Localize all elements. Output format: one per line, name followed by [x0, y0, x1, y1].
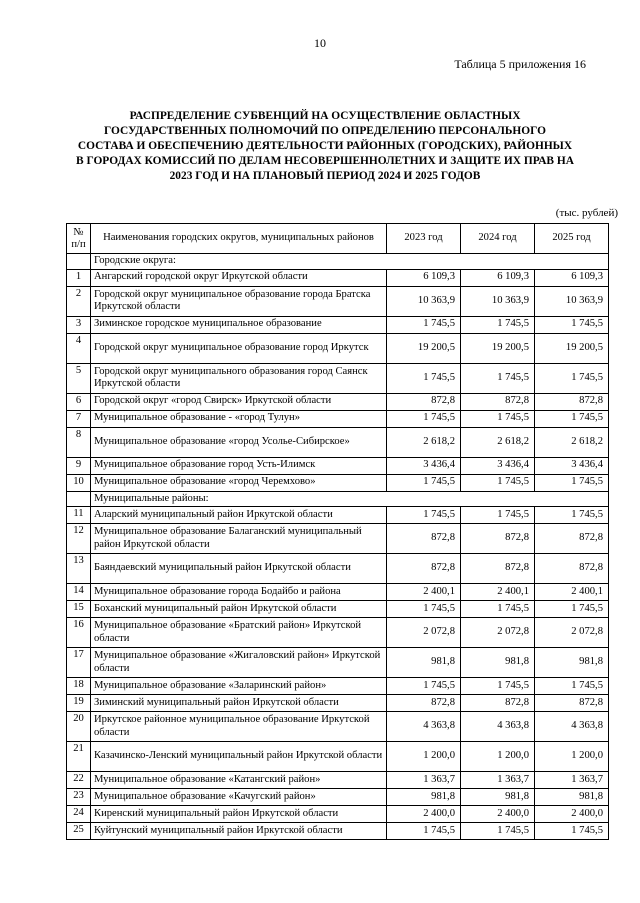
table-section-row — [67, 491, 609, 507]
table-row — [67, 410, 609, 427]
value-2023: 1 200,0 — [387, 742, 461, 772]
value-2024: 1 745,5 — [461, 474, 535, 491]
page-number: 10 — [314, 36, 326, 50]
value-2024: 2 400,1 — [461, 584, 535, 601]
row-name: Муниципальное образование «город Усолье-Сибирское» — [91, 427, 387, 457]
row-name: Киренский муниципальный район Иркутской области — [91, 806, 387, 823]
table-row — [67, 474, 609, 491]
row-name: Муниципальное образование «Заларинский район» — [91, 678, 387, 695]
row-number: 8 — [67, 427, 91, 457]
row-number: 24 — [67, 806, 91, 823]
value-2023: 872,8 — [387, 393, 461, 410]
value-2023: 872,8 — [387, 695, 461, 712]
row-name: Городской округ муниципального образования город Саянск Иркутской области — [91, 363, 387, 393]
row-number: 16 — [67, 618, 91, 648]
table-row — [67, 695, 609, 712]
units-label: (тыс. рублей) — [555, 207, 618, 219]
value-2023: 1 745,5 — [387, 363, 461, 393]
value-2025: 3 436,4 — [535, 457, 609, 474]
value-2023: 1 745,5 — [387, 410, 461, 427]
table-row — [67, 363, 609, 393]
table-row — [67, 806, 609, 823]
row-name: Зиминское городское муниципальное образование — [91, 316, 387, 333]
header-2025: 2025 год — [535, 224, 609, 254]
value-2024: 1 363,7 — [461, 772, 535, 789]
table-row — [67, 524, 609, 554]
header-2024: 2024 год — [461, 224, 535, 254]
value-2024: 1 745,5 — [461, 363, 535, 393]
value-2023: 2 400,0 — [387, 806, 461, 823]
value-2023: 1 363,7 — [387, 772, 461, 789]
row-number: 4 — [67, 333, 91, 363]
title-line: СОСТАВА И ОБЕСПЕЧЕНИЮ ДЕЯТЕЛЬНОСТИ РАЙОННЫХ (ГОРОДСКИХ), РАЙОННЫХ — [77, 140, 573, 152]
row-number: 13 — [67, 554, 91, 584]
table-row — [67, 823, 609, 840]
value-2025: 6 109,3 — [535, 269, 609, 286]
header-number-line1: № — [73, 226, 84, 238]
table-row — [67, 269, 609, 286]
row-name: Зиминский муниципальный район Иркутской области — [91, 695, 387, 712]
value-2025: 1 745,5 — [535, 410, 609, 427]
table-row — [67, 601, 609, 618]
row-name: Городской округ муниципальное образование города Братска Иркутской области — [91, 286, 387, 316]
value-2023: 4 363,8 — [387, 712, 461, 742]
value-2025: 10 363,9 — [535, 286, 609, 316]
value-2023: 2 072,8 — [387, 618, 461, 648]
title-line: ГОСУДАРСТВЕННЫХ ПОЛНОМОЧИЙ ПО ОПРЕДЕЛЕНИЮ ПЕРСОНАЛЬНОГО — [104, 125, 546, 137]
row-number: 20 — [67, 712, 91, 742]
title-line: 2023 ГОД И НА ПЛАНОВЫЙ ПЕРИОД 2024 И 2025 ГОДОВ — [169, 170, 481, 182]
value-2023: 981,8 — [387, 648, 461, 678]
value-2023: 1 745,5 — [387, 601, 461, 618]
row-name: Городской округ муниципальное образование город Иркутск — [91, 333, 387, 363]
row-number: 10 — [67, 474, 91, 491]
row-name: Муниципальное образование «Братский район» Иркутской области — [91, 618, 387, 648]
table-section-row — [67, 254, 609, 270]
value-2024: 2 072,8 — [461, 618, 535, 648]
value-2025: 981,8 — [535, 648, 609, 678]
table-row — [67, 393, 609, 410]
section-number-cell — [67, 254, 91, 270]
row-number: 1 — [67, 269, 91, 286]
value-2023: 1 745,5 — [387, 507, 461, 524]
value-2023: 3 436,4 — [387, 457, 461, 474]
table-row — [67, 712, 609, 742]
row-name: Муниципальное образование «Катангский район» — [91, 772, 387, 789]
row-name: Муниципальное образование Балаганский муниципальный район Иркутской области — [91, 524, 387, 554]
value-2024: 2 618,2 — [461, 427, 535, 457]
row-name: Куйтунский муниципальный район Иркутской области — [91, 823, 387, 840]
table-row — [67, 772, 609, 789]
value-2024: 3 436,4 — [461, 457, 535, 474]
value-2023: 981,8 — [387, 789, 461, 806]
table-row — [67, 286, 609, 316]
row-number: 9 — [67, 457, 91, 474]
table-row — [67, 789, 609, 806]
header-number — [67, 224, 91, 254]
row-name: Аларский муниципальный район Иркутской области — [91, 507, 387, 524]
value-2025: 2 618,2 — [535, 427, 609, 457]
table-row — [67, 457, 609, 474]
value-2025: 4 363,8 — [535, 712, 609, 742]
value-2024: 1 200,0 — [461, 742, 535, 772]
table-row — [67, 333, 609, 363]
value-2025: 1 745,5 — [535, 823, 609, 840]
row-number: 25 — [67, 823, 91, 840]
value-2025: 1 745,5 — [535, 363, 609, 393]
value-2023: 10 363,9 — [387, 286, 461, 316]
value-2023: 872,8 — [387, 554, 461, 584]
row-number: 6 — [67, 393, 91, 410]
row-name: Казачинско-Ленский муниципальный район Иркутской области — [91, 742, 387, 772]
value-2025: 1 363,7 — [535, 772, 609, 789]
title-line: РАСПРЕДЕЛЕНИЕ СУБВЕНЦИЙ НА ОСУЩЕСТВЛЕНИЕ ОБЛАСТНЫХ — [129, 110, 521, 122]
value-2023: 1 745,5 — [387, 316, 461, 333]
value-2024: 1 745,5 — [461, 601, 535, 618]
value-2024: 872,8 — [461, 695, 535, 712]
value-2024: 981,8 — [461, 648, 535, 678]
value-2025: 1 745,5 — [535, 474, 609, 491]
value-2025: 2 400,0 — [535, 806, 609, 823]
value-2024: 10 363,9 — [461, 286, 535, 316]
value-2025: 872,8 — [535, 554, 609, 584]
table-row — [67, 507, 609, 524]
row-number: 18 — [67, 678, 91, 695]
row-number: 23 — [67, 789, 91, 806]
row-number: 17 — [67, 648, 91, 678]
value-2024: 1 745,5 — [461, 678, 535, 695]
row-number: 14 — [67, 584, 91, 601]
value-2023: 1 745,5 — [387, 823, 461, 840]
value-2024: 1 745,5 — [461, 507, 535, 524]
value-2024: 2 400,0 — [461, 806, 535, 823]
subsidy-table — [66, 223, 609, 840]
header-name: Наименования городских округов, муниципальных районов — [91, 224, 387, 254]
value-2025: 872,8 — [535, 393, 609, 410]
header-number-line2: п/п — [71, 238, 86, 250]
row-name: Ангарский городской округ Иркутской области — [91, 269, 387, 286]
row-name: Муниципальное образование «Качугский район» — [91, 789, 387, 806]
value-2024: 872,8 — [461, 524, 535, 554]
table-row — [67, 427, 609, 457]
value-2024: 981,8 — [461, 789, 535, 806]
value-2024: 6 109,3 — [461, 269, 535, 286]
value-2023: 1 745,5 — [387, 678, 461, 695]
section-label: Муниципальные районы: — [91, 491, 609, 507]
value-2024: 4 363,8 — [461, 712, 535, 742]
row-name: Городской округ «город Свирск» Иркутской области — [91, 393, 387, 410]
value-2025: 1 745,5 — [535, 316, 609, 333]
table-row — [67, 618, 609, 648]
row-name: Муниципальное образование «город Черемхово» — [91, 474, 387, 491]
value-2023: 19 200,5 — [387, 333, 461, 363]
value-2025: 2 400,1 — [535, 584, 609, 601]
row-name: Боханский муниципальный район Иркутской области — [91, 601, 387, 618]
row-number: 12 — [67, 524, 91, 554]
value-2024: 872,8 — [461, 554, 535, 584]
row-number: 11 — [67, 507, 91, 524]
row-name: Муниципальное образование города Бодайбо и района — [91, 584, 387, 601]
value-2023: 2 400,1 — [387, 584, 461, 601]
row-name: Баяндаевский муниципальный район Иркутской области — [91, 554, 387, 584]
table-body — [67, 254, 609, 840]
value-2023: 6 109,3 — [387, 269, 461, 286]
table-row — [67, 678, 609, 695]
value-2025: 981,8 — [535, 789, 609, 806]
section-number-cell — [67, 491, 91, 507]
row-number: 2 — [67, 286, 91, 316]
value-2023: 872,8 — [387, 524, 461, 554]
value-2025: 872,8 — [535, 524, 609, 554]
row-name: Муниципальное образование - «город Тулун» — [91, 410, 387, 427]
table-row — [67, 648, 609, 678]
row-number: 21 — [67, 742, 91, 772]
row-name: Иркутское районное муниципальное образование Иркутской области — [91, 712, 387, 742]
value-2024: 1 745,5 — [461, 316, 535, 333]
table-row — [67, 316, 609, 333]
row-number: 15 — [67, 601, 91, 618]
title-line: В ГОРОДАХ КОМИССИЙ ПО ДЕЛАМ НЕСОВЕРШЕННОЛЕТНИХ И ЗАЩИТЕ ИХ ПРАВ НА — [76, 155, 574, 167]
value-2023: 2 618,2 — [387, 427, 461, 457]
value-2025: 2 072,8 — [535, 618, 609, 648]
value-2025: 19 200,5 — [535, 333, 609, 363]
value-2024: 1 745,5 — [461, 823, 535, 840]
value-2025: 1 745,5 — [535, 601, 609, 618]
header-2023: 2023 год — [387, 224, 461, 254]
row-number: 19 — [67, 695, 91, 712]
table-row — [67, 584, 609, 601]
value-2023: 1 745,5 — [387, 474, 461, 491]
row-number: 5 — [67, 363, 91, 393]
row-name: Муниципальное образование «Жигаловский район» Иркутской области — [91, 648, 387, 678]
table-header-row — [67, 224, 609, 254]
value-2025: 1 745,5 — [535, 507, 609, 524]
value-2024: 872,8 — [461, 393, 535, 410]
attachment-label: Таблица 5 приложения 16 — [454, 57, 586, 71]
value-2024: 19 200,5 — [461, 333, 535, 363]
row-number: 22 — [67, 772, 91, 789]
table-row — [67, 742, 609, 772]
value-2025: 1 745,5 — [535, 678, 609, 695]
table-row — [67, 554, 609, 584]
section-label: Городские округа: — [91, 254, 609, 270]
value-2024: 1 745,5 — [461, 410, 535, 427]
value-2025: 1 200,0 — [535, 742, 609, 772]
document-title — [60, 109, 590, 184]
value-2025: 872,8 — [535, 695, 609, 712]
row-name: Муниципальное образование город Усть-Илимск — [91, 457, 387, 474]
row-number: 7 — [67, 410, 91, 427]
row-number: 3 — [67, 316, 91, 333]
